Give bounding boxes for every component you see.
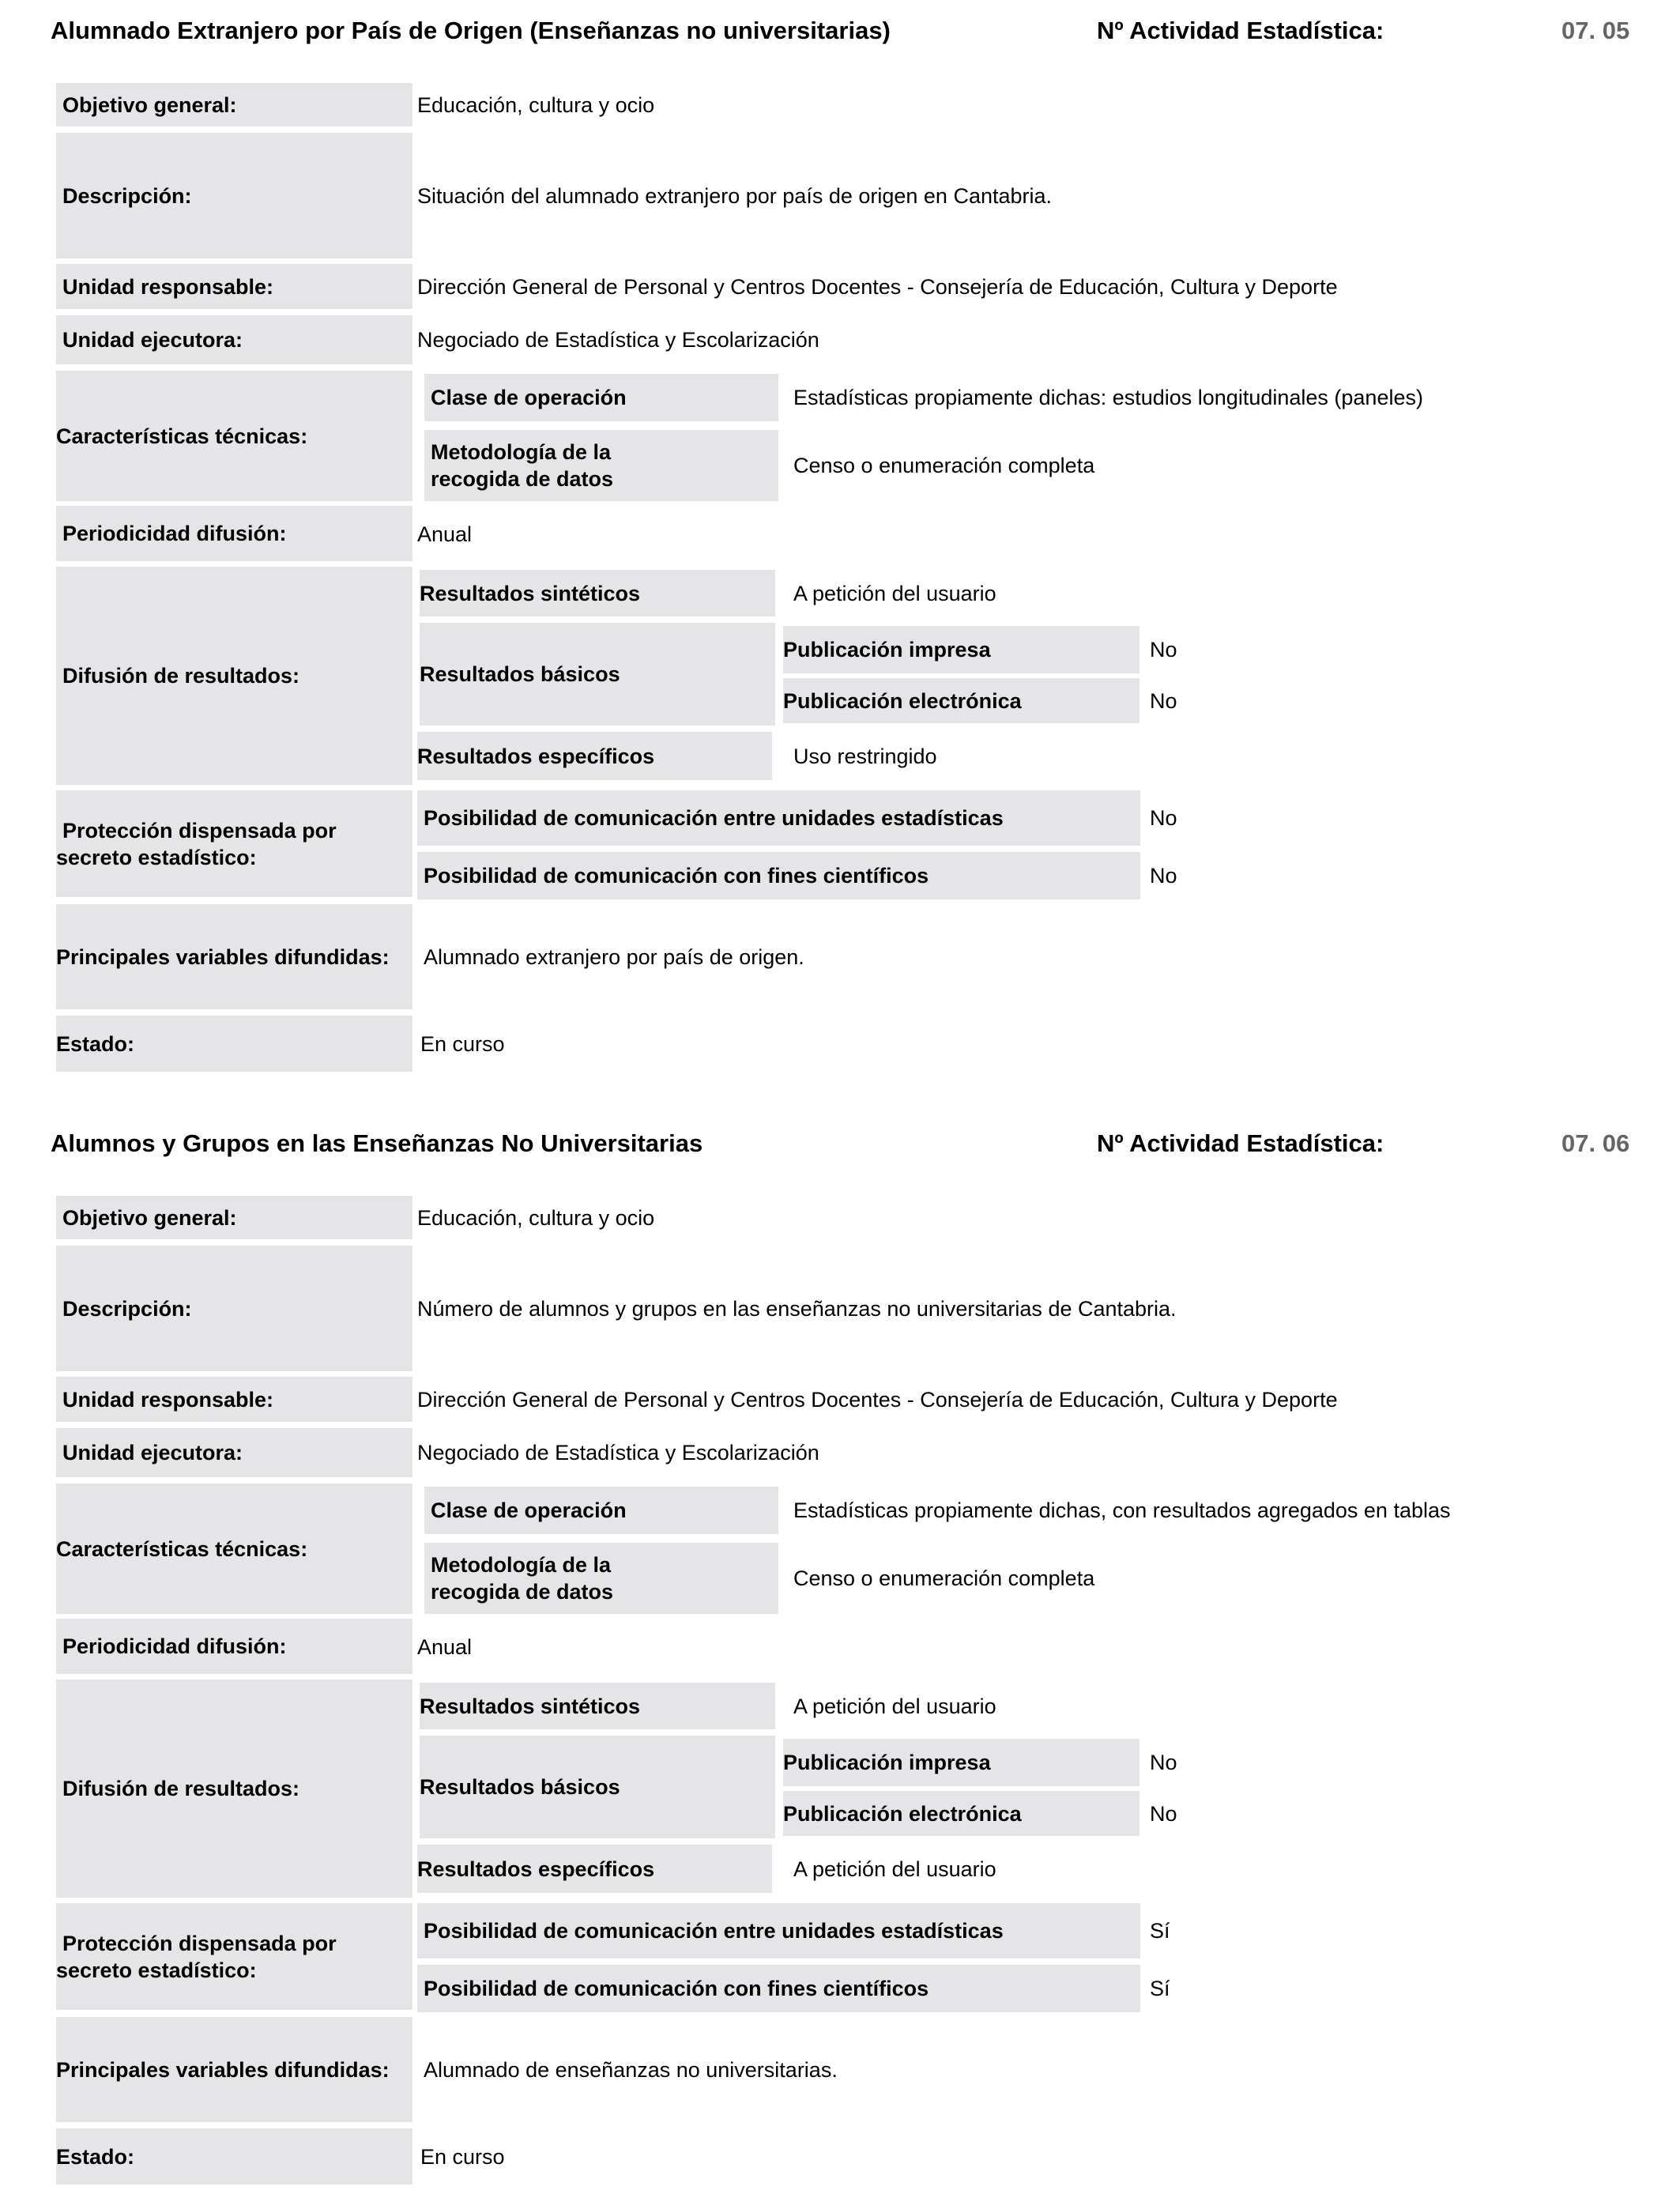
unidad-ejecutora-value: Negociado de Estadística y Escolarización — [417, 1441, 819, 1465]
periodicidad-value: Anual — [417, 522, 473, 546]
periodicidad-label: Periodicidad difusión: — [56, 1619, 412, 1674]
caracteristicas-label: Características técnicas: — [56, 371, 412, 501]
unidad-responsable-label: Unidad responsable: — [56, 1377, 412, 1422]
unidad-responsable-value: Dirección General de Personal y Centros Docentes - Consejería de Educación, Cultura y Deporte — [417, 1387, 1338, 1412]
sinteticos-label: Resultados sintéticos — [420, 1683, 775, 1729]
clase-operacion-value: Estadísticas propiamente dichas, con resultados agregados en tablas — [793, 1498, 1451, 1522]
impresa-label: Publicación impresa — [783, 1739, 1139, 1786]
comunicacion-unidades-value: Sí — [1150, 1919, 1170, 1943]
difusion-label: Difusión de resultados: — [56, 567, 412, 785]
estado-label: Estado: — [56, 2128, 412, 2185]
comunicacion-unidades-value: No — [1150, 806, 1177, 830]
descripcion-value: Número de alumnos y grupos en las enseñanzas no universitarias de Cantabria. — [417, 1296, 1177, 1321]
electronica-value: No — [1150, 1801, 1177, 1826]
impresa-label: Publicación impresa — [783, 626, 1139, 673]
activity-title: Alumnos y Grupos en las Enseñanzas No Universitarias — [51, 1129, 703, 1157]
proteccion-label-line: secreto estadístico: — [56, 1958, 257, 1982]
comunicacion-cientificos-value: Sí — [1150, 1977, 1170, 2000]
proteccion-label-line: Protección dispensada por — [62, 1931, 337, 1955]
activity-number-value: 07. 06 — [1561, 1129, 1630, 1157]
comunicacion-unidades-label: Posibilidad de comunicación entre unidades estadísticas — [417, 1903, 1140, 1958]
comunicacion-cientificos-label: Posibilidad de comunicación con fines científicos — [417, 1965, 1140, 2012]
electronica-value: No — [1150, 688, 1177, 713]
activity-number-value: 07. 05 — [1561, 17, 1630, 44]
metodologia-label — [424, 1543, 778, 1614]
sinteticos-value: A petición del usuario — [793, 581, 996, 605]
clase-operacion-value: Estadísticas propiamente dichas: estudios longitudinales (paneles) — [793, 386, 1423, 409]
estado-value: En curso — [420, 1031, 505, 1056]
metodologia-value: Censo o enumeración completa — [793, 1566, 1095, 1590]
proteccion-label-line: Protección dispensada por — [62, 818, 337, 843]
descripcion-label: Descripción: — [56, 1246, 412, 1371]
electronica-label: Publicación electrónica — [783, 1791, 1139, 1836]
clase-operacion-label: Clase de operación — [424, 1487, 778, 1534]
unidad-responsable-value: Dirección General de Personal y Centros Docentes - Consejería de Educación, Cultura y Deporte — [417, 274, 1338, 299]
proteccion-label — [56, 1903, 412, 2010]
objetivo-label: Objetivo general: — [56, 83, 412, 126]
comunicacion-cientificos-label: Posibilidad de comunicación con fines científicos — [417, 852, 1140, 899]
especificos-value: A petición del usuario — [793, 1857, 996, 1881]
electronica-label: Publicación electrónica — [783, 678, 1139, 723]
especificos-label: Resultados específicos — [417, 1845, 772, 1893]
unidad-ejecutora-label: Unidad ejecutora: — [56, 1428, 412, 1477]
impresa-value: No — [1150, 1751, 1177, 1774]
metodologia-label-line: Metodología de la — [431, 440, 612, 464]
descripcion-value: Situación del alumnado extranjero por país de origen en Cantabria. — [417, 183, 1053, 208]
metodologia-value: Censo o enumeración completa — [793, 454, 1095, 477]
variables-value: Alumnado de enseñanzas no universitarias. — [424, 2057, 838, 2082]
variables-value: Alumnado extranjero por país de origen. — [424, 944, 804, 969]
especificos-label: Resultados específicos — [417, 732, 772, 780]
metodologia-label-line: recogida de datos — [431, 1580, 614, 1604]
activity-number-label: Nº Actividad Estadística: — [1097, 1129, 1384, 1157]
especificos-value: Uso restringido — [793, 744, 937, 768]
descripcion-label: Descripción: — [56, 133, 412, 258]
basicos-label: Resultados básicos — [420, 1736, 775, 1838]
activity-number-label: Nº Actividad Estadística: — [1097, 17, 1384, 44]
activity-title: Alumnado Extranjero por País de Origen (Enseñanzas no universitarias) — [51, 17, 891, 44]
comunicacion-unidades-label: Posibilidad de comunicación entre unidades estadísticas — [417, 790, 1140, 846]
metodologia-label-line: recogida de datos — [431, 467, 614, 491]
caracteristicas-label: Características técnicas: — [56, 1483, 412, 1614]
unidad-ejecutora-label: Unidad ejecutora: — [56, 315, 412, 364]
basicos-label: Resultados básicos — [420, 623, 775, 726]
impresa-value: No — [1150, 638, 1177, 662]
unidad-responsable-label: Unidad responsable: — [56, 264, 412, 309]
sinteticos-label: Resultados sintéticos — [420, 570, 775, 616]
metodologia-label-line: Metodología de la — [431, 1553, 612, 1577]
comunicacion-cientificos-value: No — [1150, 864, 1177, 888]
variables-label: Principales variables difundidas: — [56, 2017, 412, 2122]
periodicidad-label: Periodicidad difusión: — [56, 506, 412, 561]
objetivo-value: Educación, cultura y ocio — [417, 1205, 655, 1230]
proteccion-label-line: secreto estadístico: — [56, 845, 257, 869]
variables-label: Principales variables difundidas: — [56, 904, 412, 1009]
clase-operacion-label: Clase de operación — [424, 374, 778, 421]
estado-value: En curso — [420, 2144, 505, 2169]
periodicidad-value: Anual — [417, 1635, 473, 1659]
estado-label: Estado: — [56, 1016, 412, 1072]
sinteticos-value: A petición del usuario — [793, 1694, 996, 1718]
metodologia-label — [424, 430, 778, 501]
objetivo-value: Educación, cultura y ocio — [417, 92, 655, 117]
difusion-label: Difusión de resultados: — [56, 1679, 412, 1898]
proteccion-label — [56, 790, 412, 897]
unidad-ejecutora-value: Negociado de Estadística y Escolarización — [417, 328, 819, 352]
objetivo-label: Objetivo general: — [56, 1196, 412, 1239]
